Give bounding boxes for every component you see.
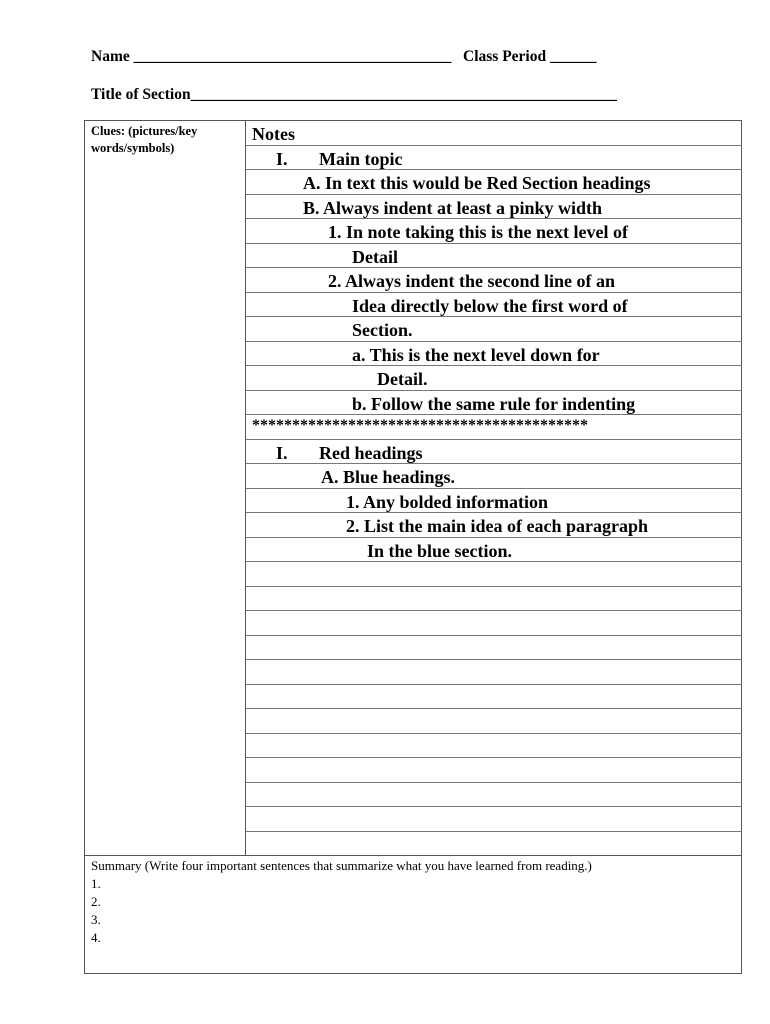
notes-line: I. Main topic bbox=[276, 149, 403, 169]
summary-item: 2. bbox=[91, 894, 101, 909]
notes-line: Detail bbox=[352, 247, 398, 267]
notes-line: A. In text this would be Red Section headings bbox=[303, 173, 651, 193]
name-field-label[interactable]: Name _________________________________________ bbox=[91, 48, 452, 65]
summary-item: 1. bbox=[91, 876, 101, 891]
notes-line: B. Always indent at least a pinky width bbox=[303, 198, 603, 218]
clues-column[interactable] bbox=[85, 121, 246, 855]
notes-line: 1. Any bolded information bbox=[346, 492, 549, 512]
cornell-notes-table bbox=[84, 120, 742, 974]
ruled-line bbox=[246, 439, 742, 440]
notes-line: 2. List the main idea of each paragraph bbox=[346, 516, 649, 536]
ruled-line bbox=[246, 610, 742, 611]
notes-line: 2. Always indent the second line of an bbox=[328, 271, 616, 291]
notes-line: Idea directly below the first word of bbox=[352, 296, 628, 316]
ruled-line bbox=[246, 806, 742, 807]
ruled-line bbox=[246, 586, 742, 587]
notes-line: Detail. bbox=[377, 369, 428, 389]
ruled-line bbox=[246, 390, 742, 391]
notes-line: I. Red headings bbox=[276, 443, 423, 463]
notes-line: b. Follow the same rule for indenting bbox=[352, 394, 636, 414]
summary-item: 4. bbox=[91, 930, 101, 945]
notes-line: 1. In note taking this is the next level of bbox=[328, 222, 629, 242]
ruled-line bbox=[246, 733, 742, 734]
ruled-line bbox=[246, 145, 742, 146]
class-period-field-label[interactable]: Class Period ______ bbox=[463, 48, 597, 65]
notes-heading: Notes bbox=[252, 124, 295, 144]
summary-item: 3. bbox=[91, 912, 101, 927]
ruled-line bbox=[246, 635, 742, 636]
ruled-line bbox=[246, 831, 742, 832]
ruled-line bbox=[246, 267, 742, 268]
summary-section[interactable] bbox=[85, 855, 741, 974]
ruled-line bbox=[246, 684, 742, 685]
notes-line: Section. bbox=[352, 320, 413, 340]
notes-column[interactable] bbox=[246, 121, 742, 855]
ruled-line bbox=[246, 659, 742, 660]
ruled-line bbox=[246, 341, 742, 342]
notes-line: A. Blue headings. bbox=[321, 467, 456, 487]
title-of-section-field-label[interactable]: Title of Section_______________________________________________________ bbox=[91, 86, 617, 103]
clues-label: Clues: (pictures/key words/symbols) bbox=[91, 124, 198, 155]
notes-line: a. This is the next level down for bbox=[352, 345, 600, 365]
asterisk-divider: ****************************************** bbox=[252, 417, 588, 434]
name-row bbox=[91, 48, 596, 66]
ruled-line bbox=[246, 782, 742, 783]
summary-label: Summary (Write four important sentences that summarize what you have learned from reading.) bbox=[91, 858, 592, 873]
ruled-line bbox=[246, 757, 742, 758]
ruled-line bbox=[246, 708, 742, 709]
notes-line: In the blue section. bbox=[367, 541, 513, 561]
